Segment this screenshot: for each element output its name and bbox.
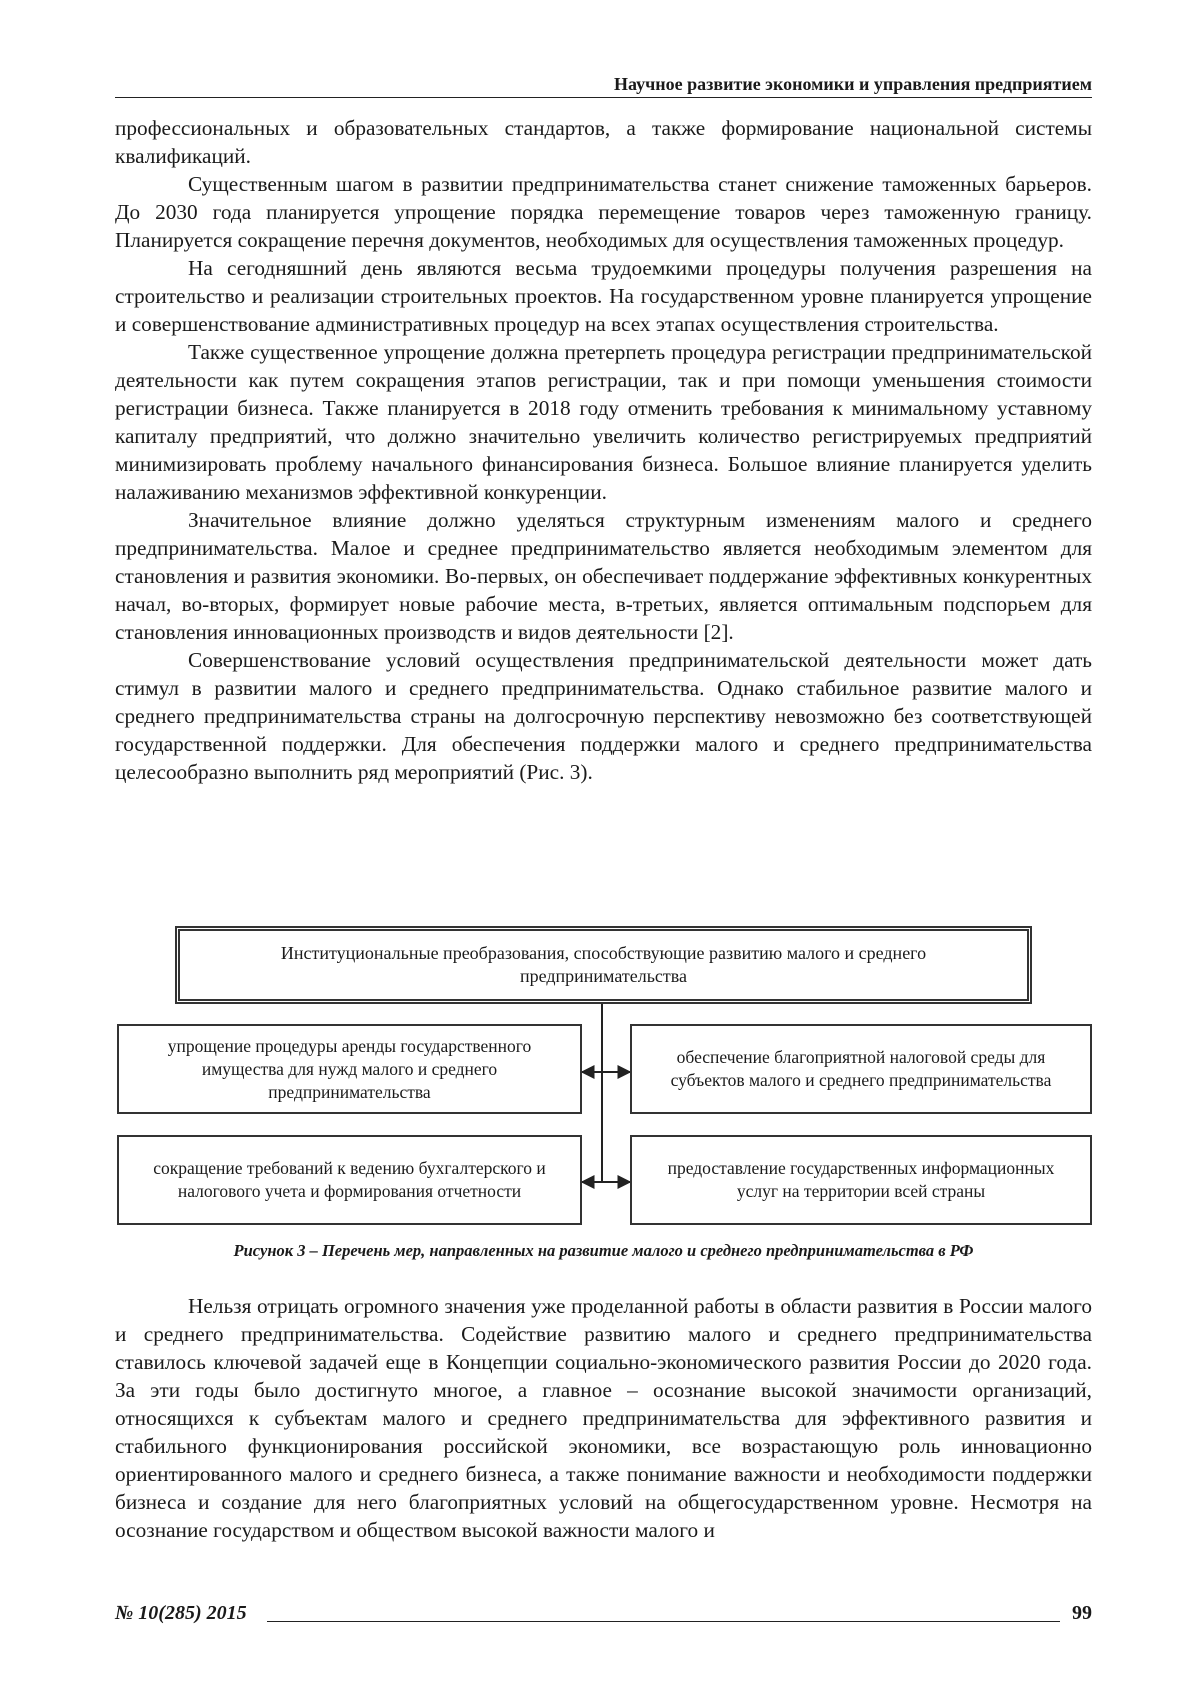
paragraph: На сегодняшний день являются весьма трудоемкими процедуры получения разрешения на строительство и реализации строительных проектов. На государственном уровне планируется упрощение и совершенствование административных процедур на всех этапах осуществления строительства. <box>115 256 1092 336</box>
paragraph: Существенным шагом в развитии предпринимательства станет снижение таможенных барьеров. До 2030 года планируется упрощение порядка перемещение товаров через таможенную границу. Планируется сокращение перечня документов, необходимых для осуществления таможенных процедур. <box>115 172 1092 252</box>
footer-rule <box>267 1621 1060 1622</box>
paragraph: Нельзя отрицать огромного значения уже проделанной работы в области развития в России малого и среднего предпринимательства. Содействие развитию малого и среднего предпринимательства ставилось ключевой задачей еще в Концепции социально-экономического развития России до 2020 года. За эти годы было достигнуто многое, а главное – осознание высокой значимости организаций, относящихся к субъектам малого и среднего предпринимательства для эффективного развития и стабильного функционирования российской экономики, все возрастающую роль инновационно ориентированного малого и среднего бизнеса, а также понимание важности и необходимости поддержки бизнеса и создание для него благоприятных условий на общегосударственном уровне. Несмотря на осознание государством и обществом высокой важности малого и <box>115 1294 1092 1542</box>
diagram-box-left-bottom: сокращение требований к ведению бухгалтерского и налогового учета и формирования отчетности <box>117 1135 582 1225</box>
issue-number: № 10(285) 2015 <box>115 1602 247 1624</box>
body-text-lower <box>115 1292 1092 1544</box>
paragraph: Значительное влияние должно уделяться структурным изменениям малого и среднего предпринимательства. Малое и среднее предпринимательство является необходимым элементом для становления и развития экономики. Во-первых, он обеспечивает поддержание эффективных конкурентных начал, во-вторых, формирует новые рабочие места, в-третьих, является оптимальным подспорьем для становления инновационных производств и видов деятельности [2]. <box>115 508 1092 644</box>
journal-title: Научное развитие экономики и управления предприятием <box>614 74 1092 94</box>
paragraph: Также существенное упрощение должна претерпеть процедура регистрации предпринимательской деятельности как путем сокращения этапов регистрации, так и при помощи уменьшения стоимости регистрации бизнеса. Также планируется в 2018 году отменить требования к минимальному уставному капиталу предприятий, что должно значительно увеличить количество регистрируемых предприятий минимизировать проблему начального финансирования бизнеса. Большое влияние планируется уделить налаживанию механизмов эффективной конкуренции. <box>115 340 1092 504</box>
diagram-box-right-top: обеспечение благоприятной налоговой среды для субъектов малого и среднего предпринимательства <box>630 1024 1092 1114</box>
paragraph: профессиональных и образовательных стандартов, а также формирование национальной системы квалификаций. <box>115 116 1092 168</box>
diagram-box-left-top: упрощение процедуры аренды государственного имущества для нужд малого и среднего предпринимательства <box>117 1024 582 1114</box>
diagram-top-box: Институциональные преобразования, способствующие развитию малого и среднего предпринимательства <box>175 926 1032 1004</box>
paragraph: Совершенствование условий осуществления предпринимательской деятельности может дать стимул в развитии малого и среднего предпринимательства. Однако стабильное развитие малого и среднего предпринимательства страны на долгосрочную перспективу невозможно без соответствующей государственной поддержки. Для обеспечения поддержки малого и среднего предпринимательства целесообразно выполнить ряд мероприятий (Рис. 3). <box>115 648 1092 784</box>
figure-caption: Рисунок 3 – Перечень мер, направленных на развитие малого и среднего предпринимательства в РФ <box>233 1241 974 1260</box>
diagram-box-right-bottom: предоставление государственных информационных услуг на территории всей страны <box>630 1135 1092 1225</box>
page-number: 99 <box>1072 1602 1092 1624</box>
page-footer <box>115 1600 1092 1626</box>
